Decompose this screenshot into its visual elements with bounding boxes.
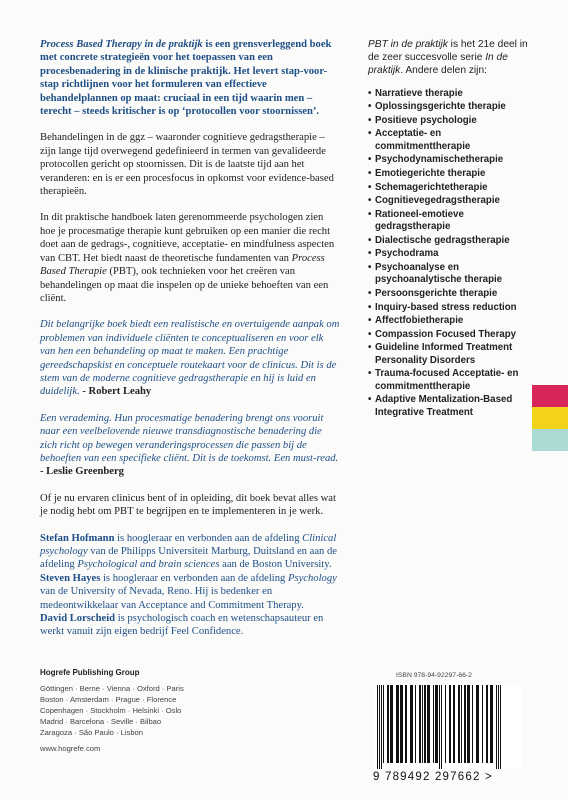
series-item: • Cognitievegedragstherapie bbox=[368, 195, 538, 207]
publisher-cities: Zaragoza · São Paulo · Lisbon bbox=[40, 728, 143, 737]
series-item: • Oplossingsgerichte therapie bbox=[368, 101, 538, 113]
bio-text: is psychologisch coach en wetenschapsauteur en werkt vanuit zijn eigen bedrijf Feel Confidence. bbox=[40, 613, 324, 638]
bio-text: is hoogleraar en verbonden aan de afdeling bbox=[114, 532, 303, 544]
bio-text: van de University of Nevada, Reno. Hij is bedenker en medeontwikkelaar van Acceptance and Commitment Therapy. bbox=[40, 586, 304, 611]
series-item: • Acceptatie- en commitmenttherapie bbox=[368, 128, 538, 153]
publisher-cities: Boston · Amsterdam · Prague · Florence bbox=[40, 695, 177, 704]
series-item: • Compassion Focused Therapy bbox=[368, 329, 538, 341]
bio-name: Stefan Hofmann bbox=[40, 532, 115, 544]
paragraph-handbook-part2: (PBT), ook technieken voor het creëren van behandelingen op maat die inspelen op de unieke behoeften van een cliënt. bbox=[40, 266, 329, 304]
series-list bbox=[368, 88, 538, 420]
series-item: • Rationeel-emotieve gedragstherapie bbox=[368, 209, 538, 234]
bio-hofmann bbox=[40, 532, 340, 572]
series-item: • Schemagerichtetherapie bbox=[368, 182, 538, 194]
intro-text: is een grensverleggend boek met concrete strategieën voor het toepassen van een procesbenadering in de klinische praktijk. Het levert stap-voor-stap richtlijnen voor het formuleren van effectieve behandelplannen op maat: cruciaal in een tijd waarin men – terecht – steeds kritischer is op ‘protocollen voor stoornissen’. bbox=[40, 39, 332, 118]
series-item: • Positieve psychologie bbox=[368, 115, 538, 127]
series-item: • Psychodynamischetherapie bbox=[368, 154, 538, 166]
endorsement-greenberg bbox=[40, 412, 340, 479]
endorsement-greenberg-text: Een verademing. Hun procesmatige benadering brengt ons vooruit naar een veelbelovende nieuwe transdiagnostische benadering die zich richt op bewegen veranderingsprocessen die passen bij de behoeften van een specifieke cliënt. Dit is de toekomst. Een must-read. bbox=[40, 412, 339, 464]
publisher-cities: Copenhagen · Stockholm · Helsinki · Oslo bbox=[40, 706, 182, 715]
series-item: • Trauma-focused Acceptatie- en commitmenttherapie bbox=[368, 368, 538, 393]
series-item: • Affectfobietherapie bbox=[368, 315, 538, 327]
barcode-end-marker: > bbox=[484, 771, 493, 783]
barcode-number: 9 789492 297662 bbox=[373, 771, 481, 783]
bio-text: is hoogleraar en verbonden aan de afdeling bbox=[100, 572, 288, 584]
endorsement-leahy-author: - Robert Leahy bbox=[79, 386, 152, 398]
stripe-yellow bbox=[532, 407, 568, 429]
barcode-digits bbox=[373, 771, 521, 783]
series-intro bbox=[368, 38, 538, 78]
book-title: Process Based Therapy in de praktijk bbox=[40, 39, 203, 50]
stripe-teal bbox=[532, 429, 568, 451]
endorsement-greenberg-author: - Leslie Greenberg bbox=[40, 466, 124, 478]
series-intro-text: is het 21e deel in de zeer succesvolle serie bbox=[368, 39, 528, 64]
publisher-block bbox=[40, 667, 240, 754]
author-bios bbox=[40, 532, 340, 639]
series-name: In de praktijk bbox=[368, 52, 508, 77]
series-item: • Guideline Informed Treatment Personality Disorders bbox=[368, 342, 538, 367]
series-item: • Narratieve therapie bbox=[368, 88, 538, 100]
bio-hayes bbox=[40, 572, 340, 612]
publisher-name: Hogrefe Publishing Group bbox=[40, 668, 140, 677]
bio-italic: Psychology bbox=[288, 572, 337, 584]
bio-italic: Psychological and brain sciences bbox=[77, 559, 220, 571]
series-item: • Dialectische gedragstherapie bbox=[368, 235, 538, 247]
endorsement-leahy-text: Dit belangrijke boek biedt een realistische en overtuigende aanpak om problemen van individuele cliënten te conceptualiseren en voor elk van hen een behandeling op maat te maken. Een prachtige gereedschapskist en conceptuele routekaart voor de clinicus. Dit is de stem van de moderne cognitieve gedragstherapie en hij is luid en duidelijk. bbox=[40, 319, 340, 398]
series-item: • Psychoanalyse en psychoanalytische therapie bbox=[368, 262, 538, 287]
endorsement-leahy bbox=[40, 318, 340, 398]
bio-text: van de Philipps Universiteit Marburg, Duitsland en aan de afdeling bbox=[40, 546, 337, 571]
series-item: • Psychodrama bbox=[368, 248, 538, 260]
isbn-number: ISBN 978-94-92297-66-2 bbox=[396, 672, 472, 679]
series-column bbox=[368, 38, 538, 420]
series-item: • Emotiegerichte therapie bbox=[368, 168, 538, 180]
paragraph-handbook-title: Process Based Therapie bbox=[40, 252, 325, 278]
paragraph-handbook-part1: In dit praktische handboek laten gerenommeerde psychologen zien hoe je procesmatige therapie kunt gebruiken op een manier die recht doet aan de gedrags-, cognitieve, acceptatie- en mindfulness aspecten van CBT. Het biedt naast de theoretische fundamenten van bbox=[40, 212, 335, 264]
bio-name: David Lorscheid bbox=[40, 613, 116, 625]
paragraph-closing: Of je nu ervaren clinicus bent of in opleiding, dit boek bevat alles wat je nodig hebt om PBT te begrijpen en te implementeren in je werk. bbox=[40, 492, 336, 518]
stripe-magenta bbox=[532, 385, 568, 407]
paragraph-handbook bbox=[40, 211, 340, 305]
series-item: • Adaptive Mentalization-Based Integrative Treatment bbox=[368, 394, 538, 419]
bio-name: Steven Hayes bbox=[40, 572, 101, 584]
publisher-cities: Madrid · Barcelona · Seville · Bilbao bbox=[40, 717, 162, 726]
bio-italic: Clinical psychology bbox=[40, 532, 337, 557]
main-column bbox=[40, 38, 340, 639]
paragraph-ggz: Behandelingen in de ggz – waaronder cognitieve gedragstherapie – zijn lange tijd overwegend gedefinieerd in termen van gevalideerde protocollen gericht op stoornissen. Dit is de laatste tijd aan het veranderen: en is er een procesfocus in opkomst voor evidence-based therapieën. bbox=[40, 132, 334, 198]
series-item: • Inquiry-based stress reduction bbox=[368, 302, 538, 314]
intro-paragraph bbox=[40, 38, 340, 118]
series-intro-end: . Andere delen zijn: bbox=[400, 65, 487, 77]
bio-text: aan de Boston University. bbox=[219, 559, 332, 571]
publisher-website[interactable]: www.hogrefe.com bbox=[40, 744, 101, 753]
publisher-cities: Göttingen · Berne · Vienna · Oxford · Paris bbox=[40, 684, 184, 693]
series-intro-title: PBT in de praktijk bbox=[368, 39, 448, 50]
barcode bbox=[373, 685, 521, 769]
bio-lorscheid bbox=[40, 612, 340, 639]
series-item: • Persoonsgerichte therapie bbox=[368, 288, 538, 300]
